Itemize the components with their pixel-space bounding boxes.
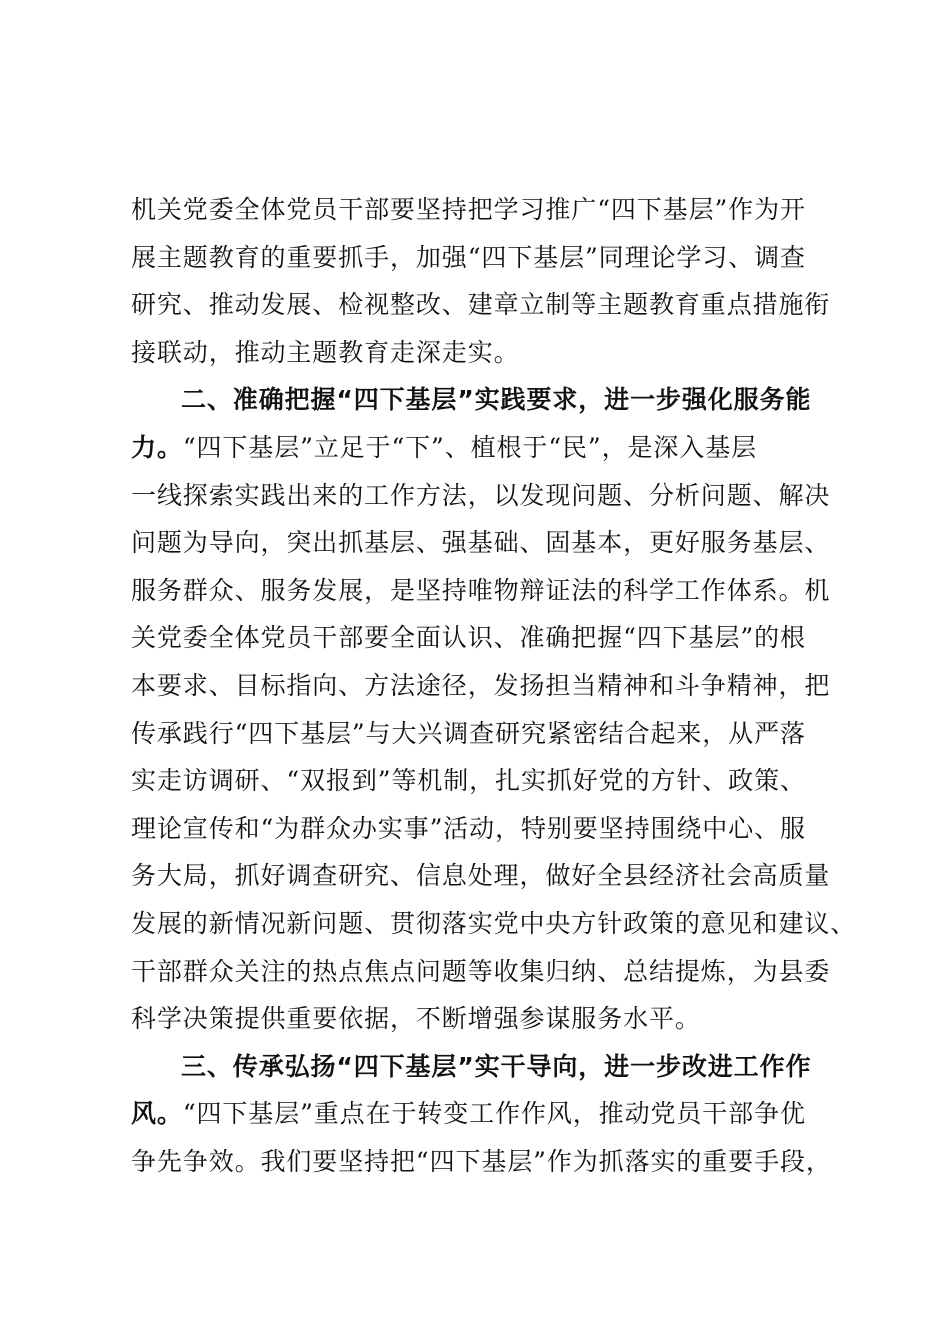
section-three-heading: 三、传承弘扬“四下基层”实干导向，进一步改进工作作 xyxy=(181,1051,812,1081)
text-line: 关党委全体党员干部要全面认识、准确把握“四下基层”的根 xyxy=(131,623,806,653)
text-line: 发展的新情况新问题、贯彻落实党中央方针政策的意见和建议、 xyxy=(131,908,857,938)
text-line: 机关党委全体党员干部要坚持把学习推广“四下基层”作为开 xyxy=(131,195,806,224)
document-body xyxy=(131,186,857,1185)
text-line: 传承践行“四下基层”与大兴调查研究紧密结合起来，从严落 xyxy=(131,718,806,748)
text-line: 展主题教育的重要抓手，加强“四下基层”同理论学习、调查 xyxy=(131,242,806,272)
section-two-heading-end: 力。 xyxy=(131,432,183,462)
text-line: 问题为导向，突出抓基层、强基础、固基本，更好服务基层、 xyxy=(131,528,831,558)
section-three-heading-end: 风。 xyxy=(131,1099,183,1129)
text-line: 接联动，推动主题教育走深走实。 xyxy=(131,337,520,367)
text-line: 理论宣传和“为群众办实事”活动，特别要坚持围绕中心、服 xyxy=(131,813,806,843)
text-line: 服务群众、服务发展，是坚持唯物辩证法的科学工作体系。机 xyxy=(131,575,831,605)
text-line xyxy=(131,1090,851,1138)
text-line: 务大局，抓好调查研究、信息处理，做好全县经济社会高质量 xyxy=(131,861,831,891)
text-line: 本要求、目标指向、方法途径，发扬担当精神和斗争精神，把 xyxy=(131,670,831,700)
text-line: 干部群众关注的热点焦点问题等收集归纳、总结提炼，为县委 xyxy=(131,956,831,986)
section-two-text-start: “四下基层”立足于“下”、植根于“民”，是深入基层 xyxy=(182,432,757,462)
paragraph-intro xyxy=(131,186,851,376)
text-line: 研究、推动发展、检视整改、建章立制等主题教育重点措施衔 xyxy=(131,290,831,320)
section-two xyxy=(131,376,857,1042)
text-line: 实走访调研、“双报到”等机制，扎实抓好党的方针、政策、 xyxy=(131,766,806,796)
section-two-heading: 二、准确把握“四下基层”实践要求，进一步强化服务能 xyxy=(181,385,812,415)
section-three xyxy=(131,1043,851,1186)
section-three-text-start: “四下基层”重点在于转变工作作风，推动党员干部争优 xyxy=(182,1099,806,1129)
text-line: 一线探索实践出来的工作方法，以发现问题、分析问题、解决 xyxy=(131,480,831,510)
text-line xyxy=(131,424,851,472)
text-line: 科学决策提供重要依据，不断增强参谋服务水平。 xyxy=(131,1004,701,1034)
text-line: 争先争效。我们要坚持把“四下基层”作为抓落实的重要手段， xyxy=(131,1146,832,1176)
